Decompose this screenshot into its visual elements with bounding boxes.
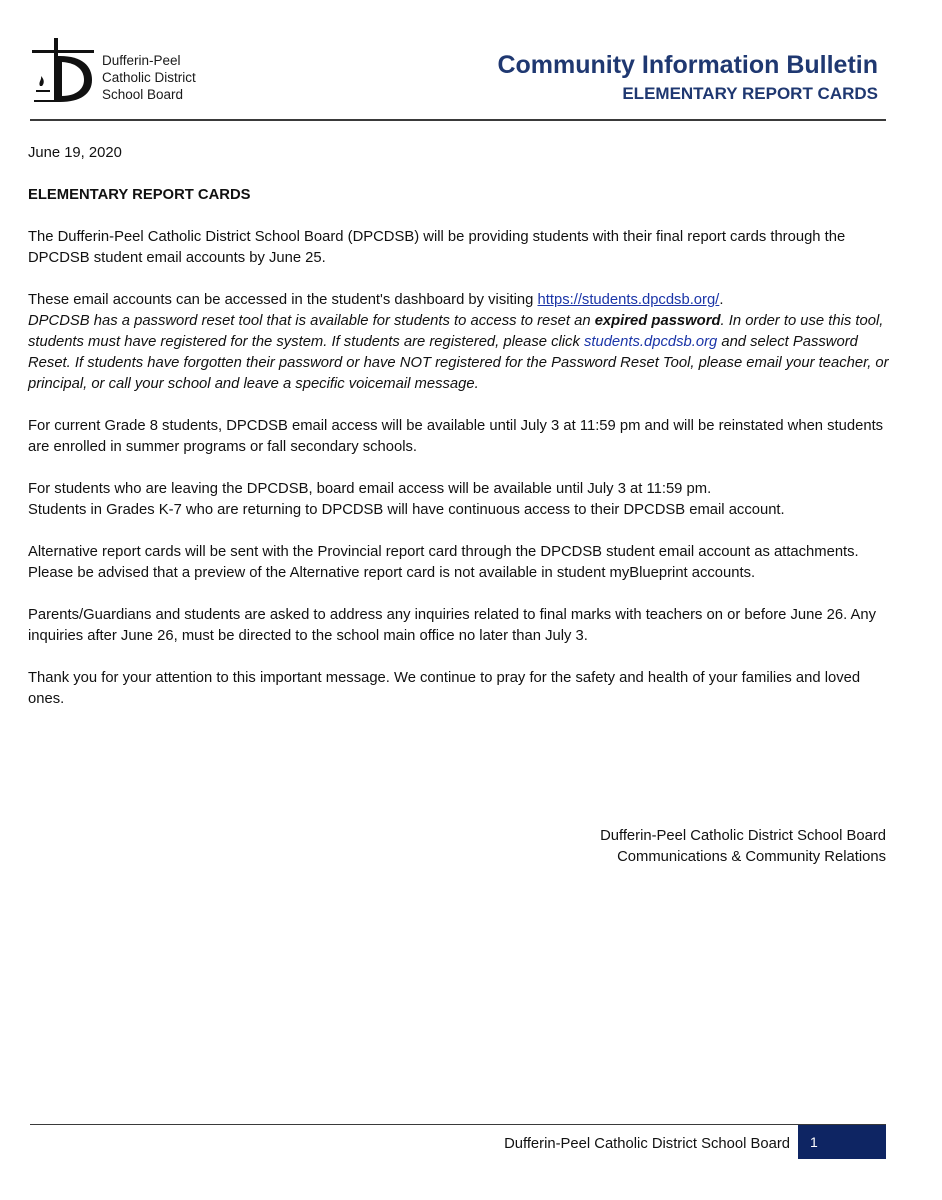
paragraph-thank-you: Thank you for your attention to this important message. We continue to pray for the safety and health of your families and loved ones.	[28, 670, 861, 707]
footer-divider	[30, 1124, 886, 1125]
paragraph-alternative-report: Alternative report cards will be sent with the Provincial report card through the DPCDSB student email account as attachments. Please be advised that a preview of the Alternative report card is not available in student myBlueprint accounts.	[28, 544, 859, 581]
bulletin-subtitle: ELEMENTARY REPORT CARDS	[622, 84, 878, 103]
expired-password-bold: expired password	[594, 313, 721, 329]
page-number: 1	[810, 1134, 818, 1150]
paragraph-inquiries: Parents/Guardians and students are asked to address any inquiries related to final marks with teachers on or before June 26. Any inquiries after June 26, must be directed to the school main office no later than July 3.	[28, 607, 877, 644]
logo-line: Catholic District	[102, 70, 196, 85]
page-number-box	[798, 1125, 886, 1159]
reset-tool-text-2: . In order to use this tool, students must have registered for the system. If students are registered, please click	[28, 313, 884, 350]
students-dashboard-link[interactable]: https://students.dpcdsb.org/	[537, 292, 720, 308]
signature-department: Communications & Community Relations	[617, 849, 886, 865]
link-period: .	[719, 292, 724, 308]
board-logo	[30, 36, 220, 108]
letter-body	[28, 143, 890, 731]
paragraph-email-access	[28, 290, 890, 395]
bulletin-title-block	[497, 50, 878, 106]
email-access-lead: These email accounts can be accessed in the student's dashboard by visiting	[28, 292, 538, 308]
bulletin-title: Community Information Bulletin	[497, 51, 878, 79]
logo-text	[102, 52, 196, 103]
letter-date: June 19, 2020	[28, 145, 122, 161]
paragraph-grade8: For current Grade 8 students, DPCDSB email access will be available until July 3 at 11:59 pm and will be reinstated when students are enrolled in summer programs or fall secondary schools.	[28, 418, 884, 455]
paragraph-intro: The Dufferin-Peel Catholic District School Board (DPCDSB) will be providing students with their final report cards through the DPCDSB student email accounts by June 25.	[28, 229, 846, 266]
signature-block	[600, 826, 886, 868]
signature-org: Dufferin-Peel Catholic District School Board	[600, 828, 886, 844]
letter-heading: ELEMENTARY REPORT CARDS	[28, 187, 251, 203]
returning-students-line: Students in Grades K-7 who are returning to DPCDSB will have continuous access to their DPCDSB email account.	[28, 502, 785, 518]
reset-tool-text-3: and select Password Reset. If students have forgotten their password or have NOT registered for the Password Reset Tool, please email your teacher, or principal, or call your school and leave a specific voicemail message.	[28, 334, 889, 392]
paragraph-leaving-students	[28, 479, 890, 521]
password-reset-link[interactable]: students.dpcdsb.org	[583, 334, 718, 350]
logo-line: School Board	[102, 87, 184, 102]
cross-logo-icon	[30, 36, 100, 108]
logo-line: Dufferin-Peel	[102, 53, 181, 68]
footer-org: Dufferin-Peel Catholic District School Board	[504, 1136, 790, 1152]
leaving-students-line: For students who are leaving the DPCDSB, board email access will be available until July 3 at 11:59 pm.	[28, 481, 712, 497]
reset-tool-text: DPCDSB has a password reset tool that is available for students to access to reset an	[28, 313, 595, 329]
header-divider	[30, 119, 886, 121]
